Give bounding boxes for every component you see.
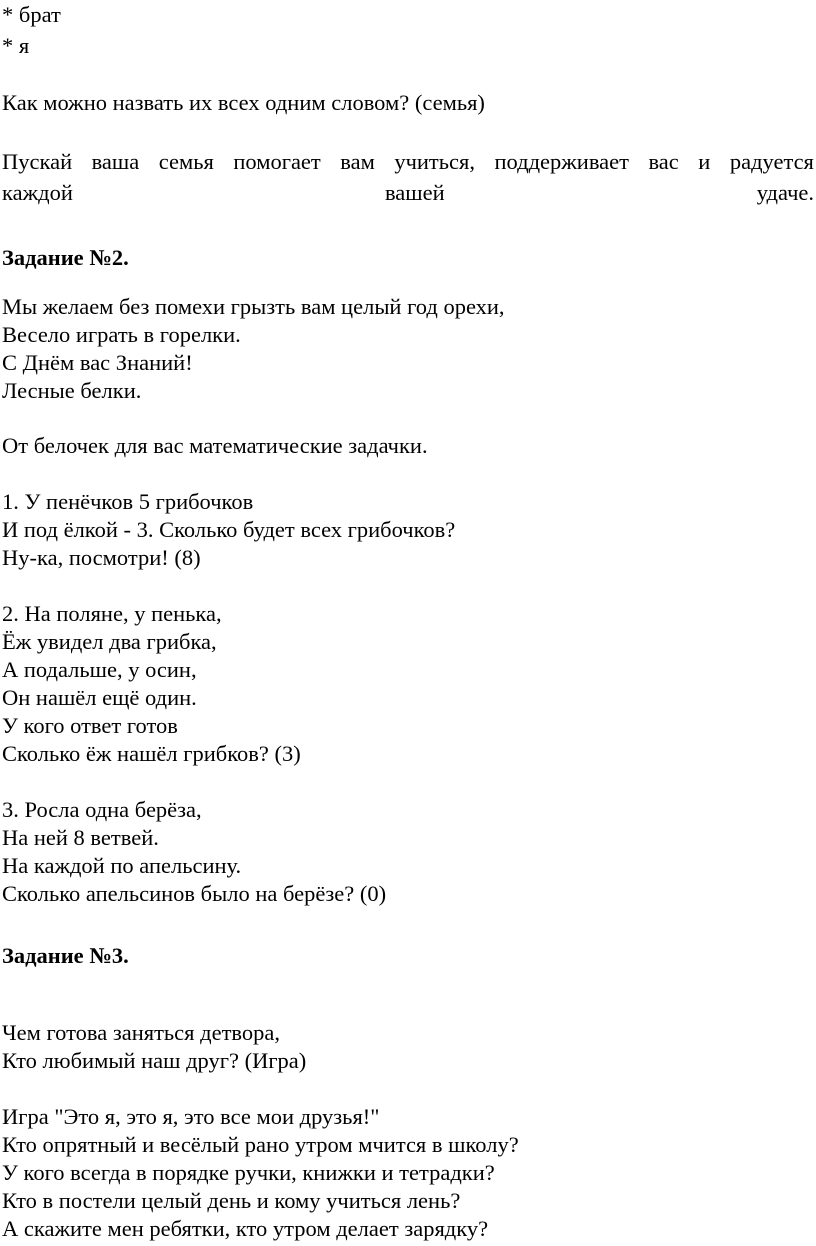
problem1-line: 1. У пенёчков 5 грибочков bbox=[2, 489, 254, 514]
task3-heading: Задание №3. bbox=[2, 943, 129, 968]
problem2-line: Сколько ёж нашёл грибков? (3) bbox=[2, 741, 301, 766]
problem3-line: На каждой по апельсину. bbox=[2, 853, 242, 878]
wish-word: поддерживает bbox=[494, 149, 629, 174]
wish-word: учиться, bbox=[394, 149, 475, 174]
wish-word: и bbox=[698, 149, 711, 174]
problem1-line: Ну-ка, посмотри! (8) bbox=[2, 545, 201, 570]
poem-line: С Днём вас Знаний! bbox=[2, 350, 193, 375]
problem2-line: Ёж увидел два грибка, bbox=[2, 629, 217, 654]
problem3-line: 3. Росла одна берёза, bbox=[2, 797, 202, 822]
wish-word: вашей bbox=[384, 180, 445, 205]
riddle-line: Кто любимый наш друг? (Игра) bbox=[2, 1048, 307, 1073]
poem-line: Мы желаем без помехи грызть вам целый год орехи, bbox=[2, 294, 505, 319]
bullet-brother: * брат bbox=[2, 2, 61, 27]
wish-word: помогает bbox=[233, 149, 321, 174]
family-wish-line-2 bbox=[2, 180, 814, 206]
game-line: Игра "Это я, это я, это все мои друзья!" bbox=[2, 1104, 380, 1129]
riddle-line: Чем готова заняться детвора, bbox=[2, 1020, 280, 1045]
family-wish-line-1 bbox=[2, 149, 814, 175]
problem3-line: На ней 8 ветвей. bbox=[2, 825, 159, 850]
game-line: Кто в постели целый день и кому учиться лень? bbox=[2, 1188, 461, 1213]
wish-word: вам bbox=[340, 149, 375, 174]
problem2-line: А подальше, у осин, bbox=[2, 657, 197, 682]
problem1-line: И под ёлкой - 3. Сколько будет всех грибочков? bbox=[2, 517, 456, 542]
wish-word: вас bbox=[648, 149, 679, 174]
wish-word: ваша bbox=[91, 149, 140, 174]
poem-line: Весело играть в горелки. bbox=[2, 322, 241, 347]
wish-word: каждой bbox=[2, 180, 73, 205]
problem2-line: Он нашёл ещё один. bbox=[2, 685, 197, 710]
wish-word: радуется bbox=[729, 149, 814, 174]
game-line: А скажите мен ребятки, кто утром делает зарядку? bbox=[2, 1216, 489, 1241]
problem2-line: У кого ответ готов bbox=[2, 713, 178, 738]
wish-word: Пускай bbox=[2, 149, 73, 174]
game-line: У кого всегда в порядке ручки, книжки и тетрадки? bbox=[2, 1160, 495, 1185]
bullet-me: * я bbox=[2, 33, 30, 58]
math-tasks-intro: От белочек для вас математические задачки. bbox=[2, 433, 428, 458]
task2-heading: Задание №2. bbox=[2, 245, 129, 270]
wish-word: удаче. bbox=[756, 180, 814, 205]
problem3-line: Сколько апельсинов было на берёзе? (0) bbox=[2, 881, 387, 906]
problem2-line: 2. На поляне, у пенька, bbox=[2, 601, 222, 626]
game-line: Кто опрятный и весёлый рано утром мчится в школу? bbox=[2, 1132, 519, 1157]
family-question: Как можно назвать их всех одним словом? (семья) bbox=[2, 90, 485, 115]
poem-line: Лесные белки. bbox=[2, 378, 142, 403]
wish-word: семья bbox=[158, 149, 214, 174]
